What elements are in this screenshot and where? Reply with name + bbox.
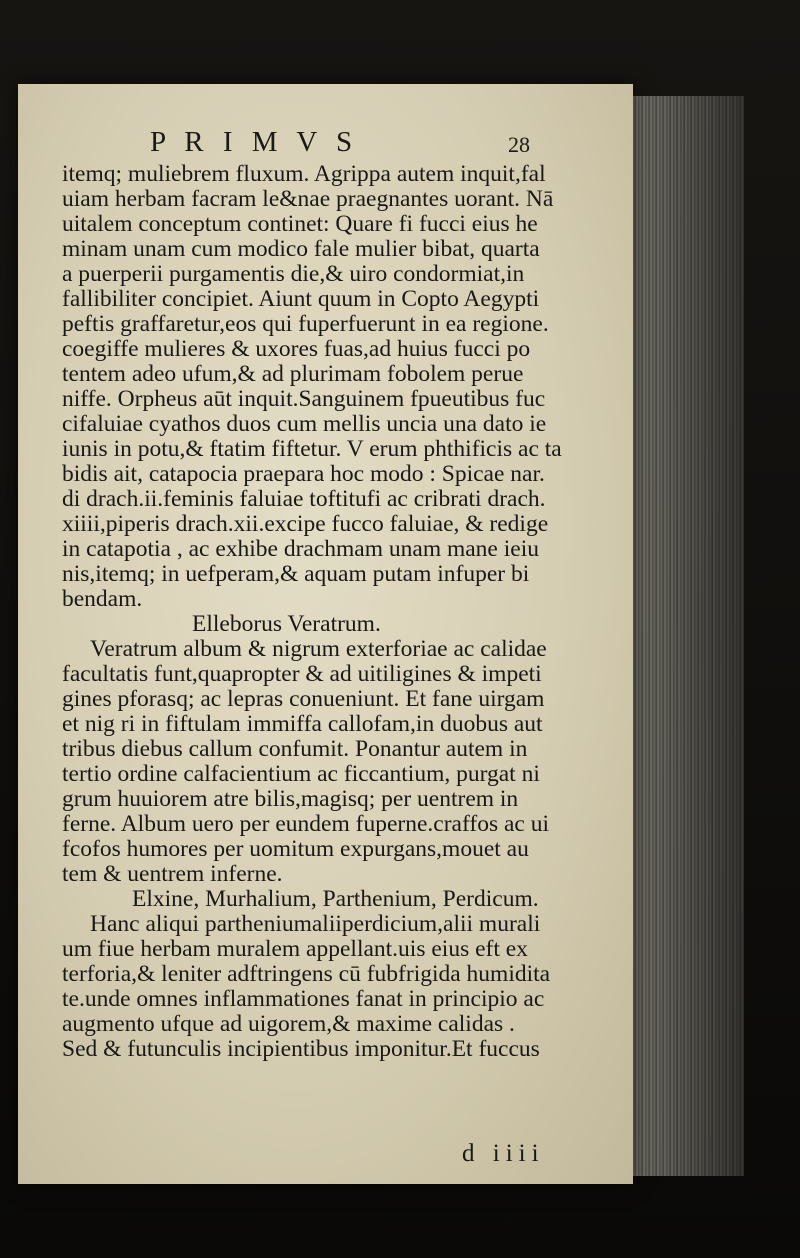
- text-line: tertio ordine calfacientium ac ficcantium, purgat ni: [62, 762, 540, 787]
- text-line: cifaluiae cyathos duos cum mellis uncia una dato ie: [62, 412, 547, 437]
- text-line: a puerperii purgamentis die,& uiro condormiat,in: [62, 262, 525, 287]
- text-line: facultatis funt,quapropter & ad uitiligines & impeti: [62, 662, 542, 687]
- text-line: uitalem conceptum continet: Quare fi fucci eius he: [62, 212, 538, 237]
- text-line: xiiii,piperis drach.xii.excipe fucco faluiae, & redige: [62, 512, 549, 537]
- text-line: bendam.: [62, 587, 143, 612]
- book-page-edges: [632, 96, 744, 1176]
- text-line: terforia,& leniter adftringens cū fubfrigida humidita: [62, 962, 551, 987]
- text-line: tribus diebus callum confumit. Ponantur autem in: [62, 737, 528, 762]
- text-line: nis,itemq; in uefperam,& aquam putam infuper bi: [62, 562, 530, 587]
- text-line: te.unde omnes inflammationes fanat in principio ac: [62, 987, 545, 1012]
- text-line: Sed & futunculis incipientibus imponitur.Et fuccus: [62, 1037, 540, 1062]
- text-line: ferne. Album uero per eundem fuperne.craffos ac ui: [62, 812, 549, 837]
- text-line: fcofos humores per uomitum expurgans,mouet au: [62, 837, 529, 862]
- text-line: peftis graffaretur,eos qui fuperfuerunt in ea regione.: [62, 312, 549, 337]
- text-line: Veratrum album & nigrum exterforiae ac calidae: [90, 637, 547, 662]
- text-line: itemq; muliebrem fluxum. Agrippa autem inquit,fal: [62, 162, 546, 187]
- section-heading-elleborus: Elleborus Veratrum.: [192, 612, 381, 637]
- signature-mark: d iiii: [462, 1140, 545, 1167]
- text-line: um fiue herbam muralem appellant.uis eius eft ex: [62, 937, 528, 962]
- text-line: grum huuiorem atre bilis,magisq; per uentrem in: [62, 787, 519, 812]
- text-line: iunis in potu,& ftatim fiftetur. V erum phthificis ac ta: [62, 437, 562, 462]
- text-line: tentem adeo ufum,& ad plurimam fobolem perue: [62, 362, 524, 387]
- text-line: di drach.ii.feminis faluiae toftitufi ac cribrati drach.: [62, 487, 546, 512]
- text-line: minam unam cum modico fale mulier bibat, quarta: [62, 237, 540, 262]
- text-line: augmento ufque ad uigorem,& maxime calidas .: [62, 1012, 515, 1037]
- folio-number: 28: [508, 132, 530, 157]
- running-head: P R I M V S: [150, 126, 359, 158]
- text-line: in catapotia , ac exhibe drachmam unam mane ieiu: [62, 537, 539, 562]
- text-line: tem & uentrem inferne.: [62, 862, 283, 887]
- text-line: fallibiliter concipiet. Aiunt quum in Copto Aegypti: [62, 287, 540, 312]
- body-text: [62, 162, 607, 1062]
- text-line: gines pforasq; ac lepras conueniunt. Et fane uirgam: [62, 687, 545, 712]
- text-line: coegiffe mulieres & uxores fuas,ad huius fucci po: [62, 337, 531, 362]
- text-line: uiam herbam facram le&nae praegnantes uorant. Nā: [62, 187, 554, 212]
- text-line: bidis ait, catapocia praepara hoc modo : Spicae nar.: [62, 462, 545, 487]
- text-line: niffe. Orpheus aūt inquit.Sanguinem fpueutibus fuc: [62, 387, 546, 412]
- section-heading-elxine: Elxine, Murhalium, Parthenium, Perdicum.: [132, 887, 539, 912]
- text-line: Hanc aliqui partheniumaliiperdicium,alii murali: [90, 912, 541, 937]
- text-line: et nig ri in fiftulam immiffa callofam,in duobus aut: [62, 712, 543, 737]
